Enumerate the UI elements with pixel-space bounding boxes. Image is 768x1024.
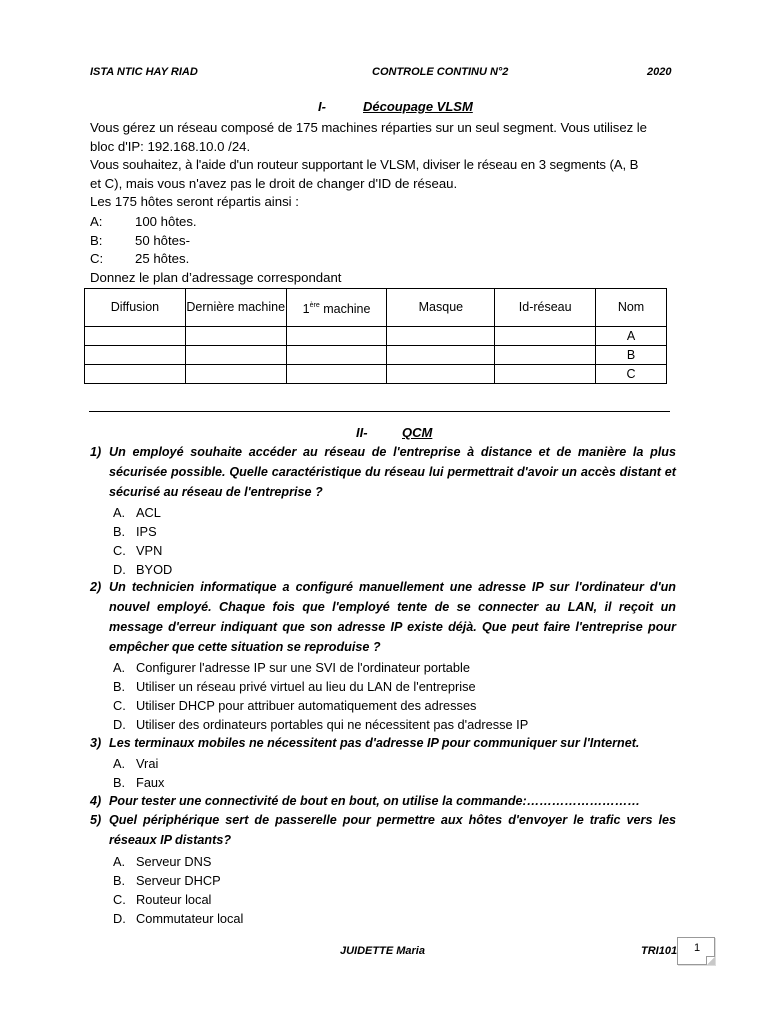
column-header: Masque [387,289,495,327]
section2-title: QCM [402,425,433,440]
question-text: Les terminaux mobiles ne nécessitent pas d'adresse IP pour communiquer sur l'Internet. [109,736,640,750]
page-number: 1 [694,942,701,954]
question-2 [90,577,676,657]
question-3-options [113,754,164,792]
option-item[interactable]: B. Serveur DHCP [113,873,221,888]
text-line: Vous souhaitez, à l'aide d'un routeur supportant le VLSM, diviser le réseau en 3 segments (A, B [90,157,639,172]
option-item[interactable]: D. BYOD [113,562,173,577]
column-header: Nom [596,289,667,327]
footer-author: JUIDETTE Maria [340,945,425,957]
segment-name-cell: C [596,365,667,384]
header-school: ISTA NTIC HAY RIAD [90,66,198,78]
option-item[interactable]: B. IPS [113,524,157,539]
segment-name-cell: B [596,346,667,365]
addressing-plan-table [84,288,667,384]
question-5 [90,810,676,850]
option-item[interactable]: A. Configurer l'adresse IP sur une SVI de l'ordinateur portable [113,660,471,675]
option-item[interactable]: A. Serveur DNS [113,854,212,869]
allocation-row: B: 50 hôtes- [90,232,190,248]
question-text: Pour tester une connectivité de bout en bout, on utilise la commande:……………………… [109,794,641,808]
table-cell[interactable] [85,346,186,365]
question-text: Un technicien informatique a configuré manuellement une adresse IP sur l'ordinateur d'un nouvel employé. Chaque fois que l'employé tente de se connecter au LAN, il reçoit un message d'erreur indiquant que son adresse IP existe déjà. Que peut faire l'entreprise pour empêcher que cette situation se reproduise ? [109,580,676,654]
question-text: Un employé souhaite accéder au réseau de l'entreprise à distance et de manière la plus sécurisée possible. Quelle caractéristique du réseau lui permettrait d'avoir un accès distant et sécurisé au réseau de l'entreprise ? [109,445,676,499]
table-cell[interactable] [387,346,495,365]
option-item[interactable]: A. Vrai [113,756,159,771]
table-cell[interactable] [185,346,286,365]
question-number: 2) [90,580,102,594]
table-cell[interactable] [286,327,387,346]
page-number-badge [677,937,715,965]
table-cell[interactable] [286,365,387,384]
question-2-options [113,658,528,734]
section2-number: II- [356,425,368,440]
question-1 [90,442,676,502]
option-item[interactable]: C. VPN [113,543,163,558]
table-cell[interactable] [495,327,596,346]
section1-number: I- [318,99,326,114]
question-5-options [113,852,243,928]
text-line: Vous gérez un réseau composé de 175 machines réparties sur un seul segment. Vous utilisez le [90,120,647,135]
column-header: Diffusion [85,289,186,327]
section1-text [90,119,678,212]
table-row [85,346,667,365]
table-row [85,365,667,384]
table-cell[interactable] [85,365,186,384]
question-3 [90,733,676,753]
question-number: 3) [90,736,102,750]
header-exam-title: CONTROLE CONTINU N°2 [372,66,509,78]
question-text: Quel périphérique sert de passerelle pour permettre aux hôtes d'envoyer le trafic vers les réseaux IP distants? [109,813,676,847]
section-divider [89,411,670,412]
allocation-row: A: 100 hôtes. [90,214,197,229]
table-cell[interactable] [387,365,495,384]
text-line: et C), mais vous n'avez pas le droit de changer d'ID de réseau. [90,175,458,191]
option-item[interactable]: C. Utiliser DHCP pour attribuer automatiquement des adresses [113,698,477,713]
question-number: 5) [90,813,102,827]
option-item[interactable]: B. Faux [113,775,165,790]
option-item[interactable]: D. Utiliser des ordinateurs portables qui ne nécessitent pas d'adresse IP [113,717,529,732]
header-year: 2020 [647,66,672,78]
column-header: 1ère machine [286,289,387,327]
table-cell[interactable] [185,365,286,384]
column-header: Id-réseau [495,289,596,327]
allocation-row: C: 25 hôtes. [90,251,190,266]
option-item[interactable]: C. Routeur local [113,892,212,907]
addressing-instruction: Donnez le plan d’adressage correspondant [90,270,342,285]
question-number: 1) [90,445,102,459]
question-1-options [113,503,172,579]
table-cell[interactable] [286,346,387,365]
column-header: Dernière machine [185,289,286,327]
question-number: 4) [90,794,102,808]
page-curl-icon [706,956,715,965]
table-header-row [85,289,667,327]
footer-group: TRI101 [641,945,678,957]
table-cell[interactable] [85,327,186,346]
table-row [85,327,667,346]
table-cell[interactable] [387,327,495,346]
text-line: bloc d'IP: 192.168.10.0 /24. [90,138,251,154]
section1-title: Découpage VLSM [363,99,473,114]
table-cell[interactable] [495,346,596,365]
host-allocation-list [90,213,197,269]
option-item[interactable]: A. ACL [113,505,161,520]
question-4 [90,791,676,811]
text-line: Les 175 hôtes seront répartis ainsi : [90,194,299,209]
option-item[interactable]: B. Utiliser un réseau privé virtuel au lieu du LAN de l'entreprise [113,679,476,694]
table-cell[interactable] [495,365,596,384]
option-item[interactable]: D. Commutateur local [113,911,244,926]
segment-name-cell: A [596,327,667,346]
table-cell[interactable] [185,327,286,346]
